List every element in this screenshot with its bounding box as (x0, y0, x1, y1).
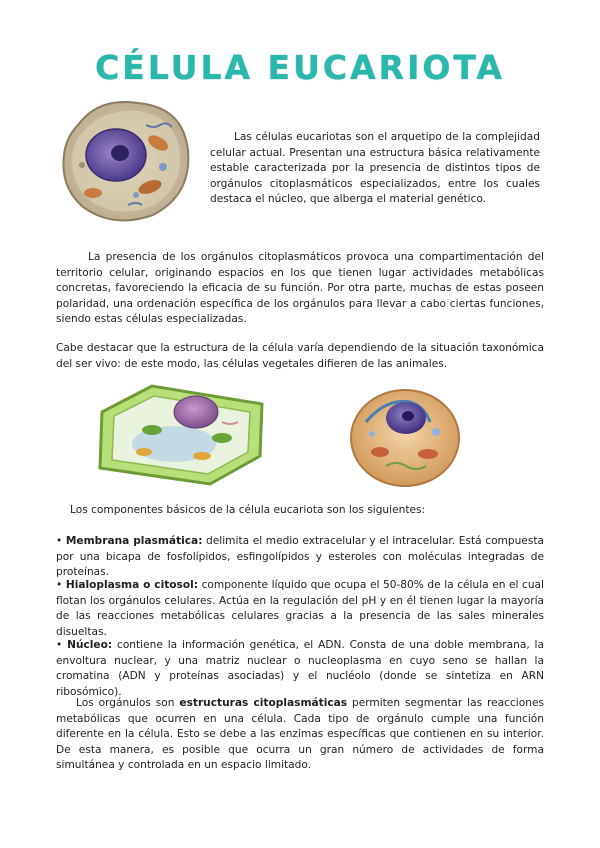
plant-cell-illustration (92, 382, 270, 488)
component-term: Hialoplasma o citosol: (65, 579, 198, 591)
paragraph-organelles: Los orgánulos son estructuras citoplasmáticas permiten segmentar las reacciones metabólicas que ocurren en una célula. Cada tipo de orgánulo cumple una función diferente en la célula. Esto se debe a las enzimas específicas que contienen en su interior. De esta manera, es posible que ocurra un gran número de actividades de forma simultánea y controlada en un espacio limitado. (56, 697, 544, 772)
component-term: Núcleo: (67, 639, 113, 651)
component-plasma-membrane: • Membrana plasmática: delimita el medio extracelular y el intracelular. Está compuesta por una bicapa de fosfolípidos, esfingolípidos y esteroles con moléculas integradas de proteínas. (56, 535, 544, 579)
paragraph-compartmentalization: La presencia de los orgánulos citoplasmáticos provoca una compartimentación del territorio celular, originando espacios en los que tienen lugar actividades metabólicas concretas, favoreciendo la eficacia de su función. Por otra parte, muchas de estas poseen polaridad, una ordenación específica de los orgánulos para llevar a cabo ciertas funciones, siendo estas células especializadas. (56, 251, 544, 326)
component-cytosol: • Hialoplasma o citosol: componente líquido que ocupa el 50-80% de la célula en el cual flotan los orgánulos celulares. Actúa en la regulación del pH y en él tienen lugar la mayoría de las reacciones metabólicas celulares gracias a la presencia de las sales minerales disueltas. (56, 579, 544, 638)
paragraph-taxonomy: Cabe destacar que la estructura de la célula varía dependiendo de la situación taxonómica del ser vivo: de este modo, las células vegetales difieren de las animales. (56, 342, 544, 370)
intro-paragraph: Las células eucariotas son el arquetipo de la complejidad celular actual. Presentan una estructura básica relativamente estable caracterizada por la presencia de distintos tipos de orgánulos citoplasmáticos especializados, entre los cuales destaca el núcleo, que alberga el material genético. (210, 131, 540, 206)
component-term: Membrana plasmática: (65, 535, 203, 547)
animal-cell-illustration (346, 382, 464, 490)
page-title: CÉLULA EUCARIOTA (95, 48, 505, 87)
eukaryotic-cell-illustration (58, 95, 193, 225)
bold-phrase: estructuras citoplasmáticas (179, 697, 348, 709)
component-nucleus: • Núcleo: contiene la información genética, el ADN. Consta de una doble membrana, la envoltura nuclear, y una matriz nuclear o nucleoplasma en cuyo seno se hallan la cromatina (ADN y proteínas asociadas) y el nucléolo (donde se sintetiza en ARN ribosómico). (56, 639, 544, 698)
paragraph-components-intro: Los componentes básicos de la célula eucariota son los siguientes: (70, 504, 426, 516)
